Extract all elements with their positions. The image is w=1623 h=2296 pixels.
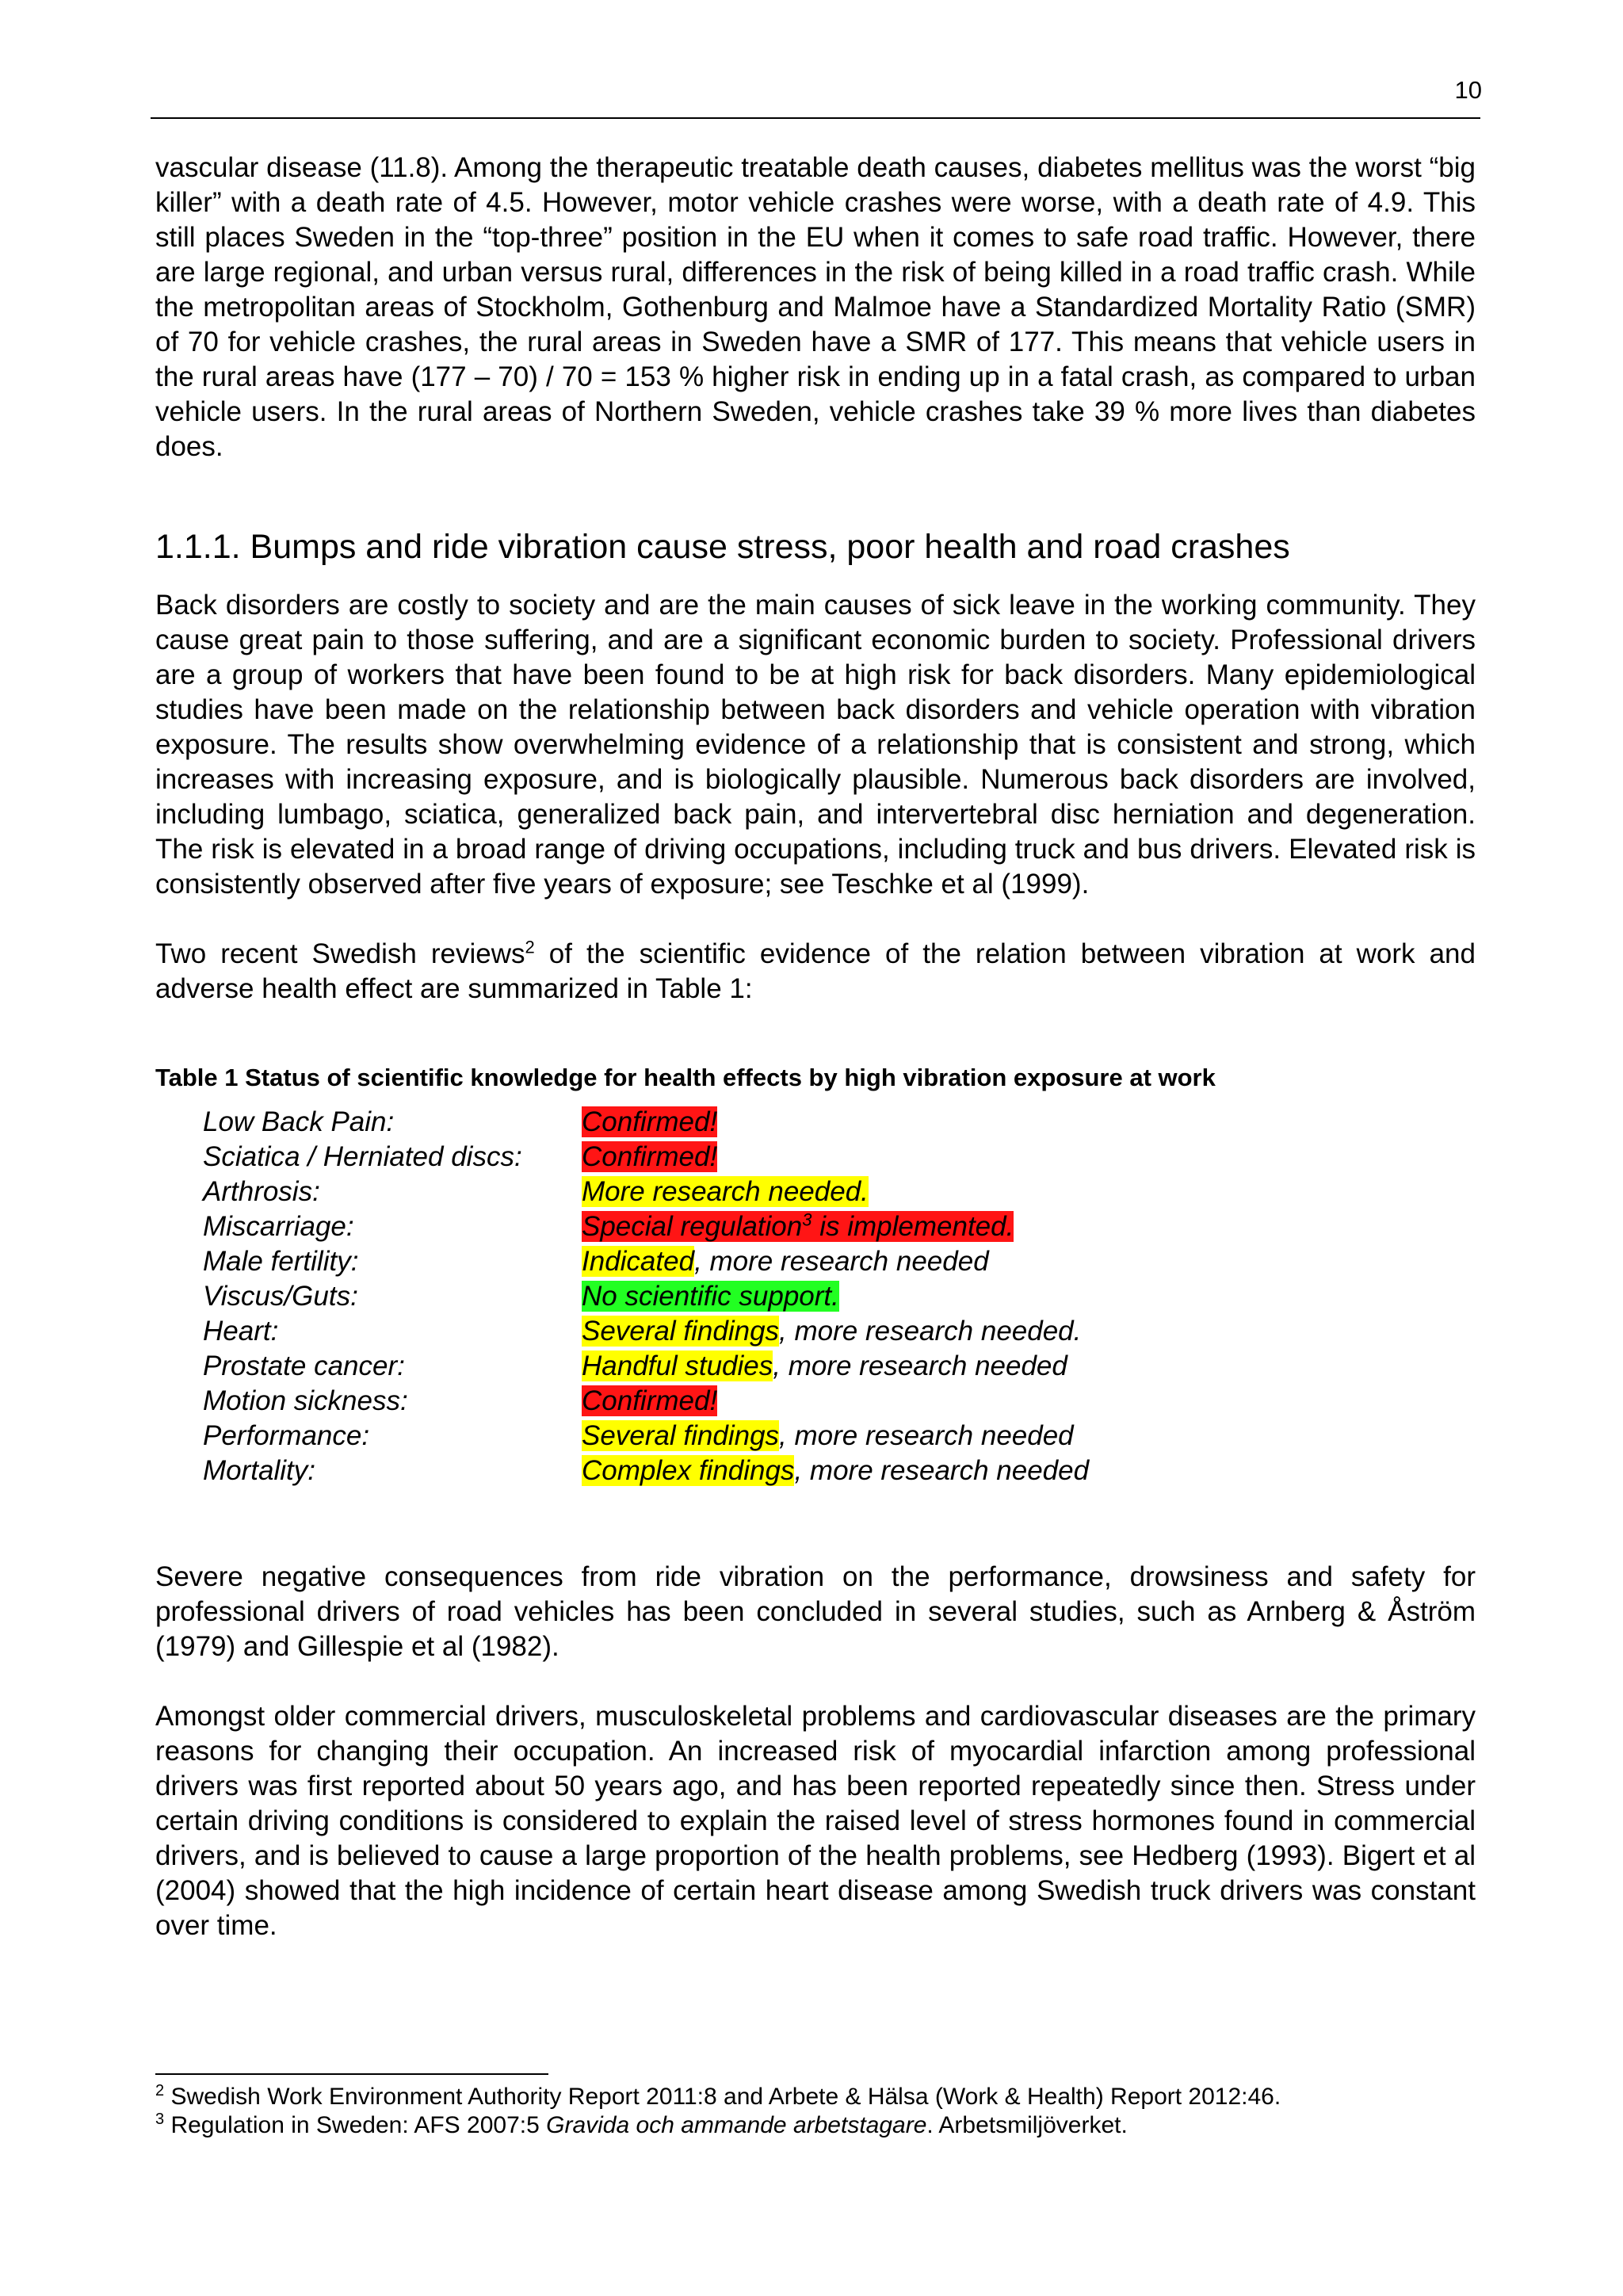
paragraph-swedish-reviews [155, 937, 1476, 1007]
row-status [582, 1175, 1089, 1209]
row-label: Prostate cancer: [203, 1350, 405, 1381]
table-row [203, 1209, 1089, 1244]
footnote-3 [155, 2111, 1476, 2140]
status-highlight: Confirmed! [582, 1106, 718, 1137]
table-row [203, 1349, 1089, 1384]
status-note: , more research needed. [779, 1316, 1082, 1347]
row-status [582, 1105, 1089, 1140]
row-label: Low Back Pain: [203, 1106, 395, 1137]
footnotes [155, 2083, 1476, 2140]
row-status [582, 1419, 1089, 1454]
row-label: Arthrosis: [203, 1176, 320, 1207]
row-label: Heart: [203, 1316, 279, 1347]
table-row [203, 1454, 1089, 1488]
footnote-title: Gravida och ammande arbetstagare [546, 2112, 927, 2138]
status-note: , more research needed [779, 1420, 1074, 1451]
footnote-text-cont: . Arbetsmiljöverket. [926, 2112, 1128, 2138]
footnote-number: 3 [155, 2111, 165, 2128]
row-label: Sciatica / Herniated discs: [203, 1141, 522, 1172]
status-highlight: Confirmed! [582, 1385, 718, 1416]
status-note: , more research needed [794, 1455, 1090, 1486]
paragraph-commercial-drivers: Amongst older commercial drivers, musculoskeletal problems and cardiovascular diseases are the primary reasons for changing their occupation. An increased risk of myocardial infarction among professional drivers was first reported about 50 years ago, and has been reported repeatedly since then. Stress under certain driving conditions is considered to explain the raised level of stress hormones found in commercial drivers, and is believed to cause a large proportion of the health problems, see Hedberg (1993). Bigert et al (2004) showed that the high incidence of certain heart disease among Swedish truck drivers was constant over time. [155, 1701, 1476, 1941]
paragraph-back-disorders: Back disorders are costly to society and are the main causes of sick leave in the working community. They cause great pain to those suffering, and are a significant economic burden to society. Professional drivers are a group of workers that have been found to be at high risk for back disorders. Many epidemiological studies have been made on the relationship between back disorders and vehicle operation with vibration exposure. The results show overwhelming evidence of a relationship that is consistent and strong, which increases with increasing exposure, and is biologically plausible. Numerous back disorders are involved, including lumbago, sciatica, generalized back pain, and intervertebral disc herniation and degeneration. The risk is elevated in a broad range of driving occupations, including truck and bus drivers. Elevated risk is consistently observed after five years of exposure; see Teschke et al (1999). [155, 590, 1476, 900]
row-status [582, 1314, 1089, 1349]
table-row [203, 1314, 1089, 1349]
footnote-number: 2 [155, 2082, 165, 2099]
status-highlight [582, 1211, 1014, 1242]
row-status [582, 1279, 1089, 1314]
document-body [155, 151, 1476, 1943]
status-text-cont: is implemented. [812, 1211, 1014, 1242]
table-row [203, 1175, 1089, 1209]
row-label: Performance: [203, 1420, 370, 1451]
table-caption: Table 1 Status of scientific knowledge for health effects by high vibration exposure at work [155, 1064, 1216, 1091]
footnote-ref-3[interactable]: 3 [802, 1209, 812, 1230]
row-label: Male fertility: [203, 1246, 359, 1277]
table-row [203, 1419, 1089, 1454]
footnote-text: Regulation in Sweden: AFS 2007:5 [164, 2112, 547, 2138]
row-label: Motion sickness: [203, 1385, 408, 1416]
row-status [582, 1244, 1089, 1279]
status-text: Special regulation [582, 1211, 803, 1242]
footnote-rule [155, 2073, 548, 2075]
row-status [582, 1140, 1089, 1175]
status-highlight: No scientific support. [582, 1281, 839, 1312]
section-heading: 1.1.1. Bumps and ride vibration cause stress, poor health and road crashes [155, 528, 1290, 566]
paragraph-mortality: vascular disease (11.8). Among the therapeutic treatable death causes, diabetes mellitus was the worst “big killer” with a death rate of 4.5. However, motor vehicle crashes were worse, with a death rate of 4.9. This still places Sweden in the “top-three” position in the EU when it comes to safe road traffic. However, there are large regional, and urban versus rural, differences in the risk of being killed in a road traffic crash. While the metropolitan areas of Stockholm, Gothenburg and Malmoe have a Standardized Mortality Ratio (SMR) of 70 for vehicle crashes, the rural areas in Sweden have a SMR of 177. This means that vehicle users in the rural areas have (177 – 70) / 70 = 153 % higher risk in ending up in a fatal crash, as compared to urban vehicle users. In the rural areas of Northern Sweden, vehicle crashes take 39 % more lives than diabetes does. [155, 152, 1476, 462]
status-highlight: Indicated [582, 1246, 695, 1277]
footnote-text: Swedish Work Environment Authority Report 2011:8 and Arbete & Hälsa (Work & Health) Report 2012:46. [164, 2084, 1281, 2110]
paragraph-consequences: Severe negative consequences from ride vibration on the performance, drowsiness and safety for professional drivers of road vehicles has been concluded in several studies, such as Arnberg & Åström (1979) and Gillespie et al (1982). [155, 1561, 1476, 1662]
status-highlight: Several findings [582, 1316, 780, 1347]
status-highlight: More research needed. [582, 1176, 869, 1207]
table-row [203, 1140, 1089, 1175]
row-label: Viscus/Guts: [203, 1281, 358, 1312]
status-note: , more research needed [694, 1246, 989, 1277]
status-highlight: Confirmed! [582, 1141, 718, 1172]
table-row [203, 1105, 1089, 1140]
footnote-ref-2[interactable]: 2 [525, 937, 535, 957]
reviews-text-cont: of the scientific evidence of the relation between vibration at work and adverse health effect are summarized in Table 1: [155, 938, 1476, 1004]
row-status [582, 1454, 1089, 1488]
health-effects-table [203, 1105, 1089, 1488]
row-status [582, 1349, 1089, 1384]
status-note: , more research needed [773, 1350, 1067, 1381]
row-status [582, 1384, 1089, 1419]
status-highlight: Several findings [582, 1420, 780, 1451]
row-status [582, 1209, 1089, 1244]
header-rule [151, 117, 1480, 119]
status-highlight: Complex findings [582, 1455, 795, 1486]
status-highlight: Handful studies [582, 1350, 773, 1381]
row-label: Miscarriage: [203, 1211, 354, 1242]
footnote-2 [155, 2083, 1476, 2111]
page-number: 10 [1454, 76, 1482, 104]
table-row [203, 1279, 1089, 1314]
reviews-text: Two recent Swedish reviews [155, 938, 525, 969]
table-row [203, 1244, 1089, 1279]
table-row [203, 1384, 1089, 1419]
row-label: Mortality: [203, 1455, 315, 1486]
